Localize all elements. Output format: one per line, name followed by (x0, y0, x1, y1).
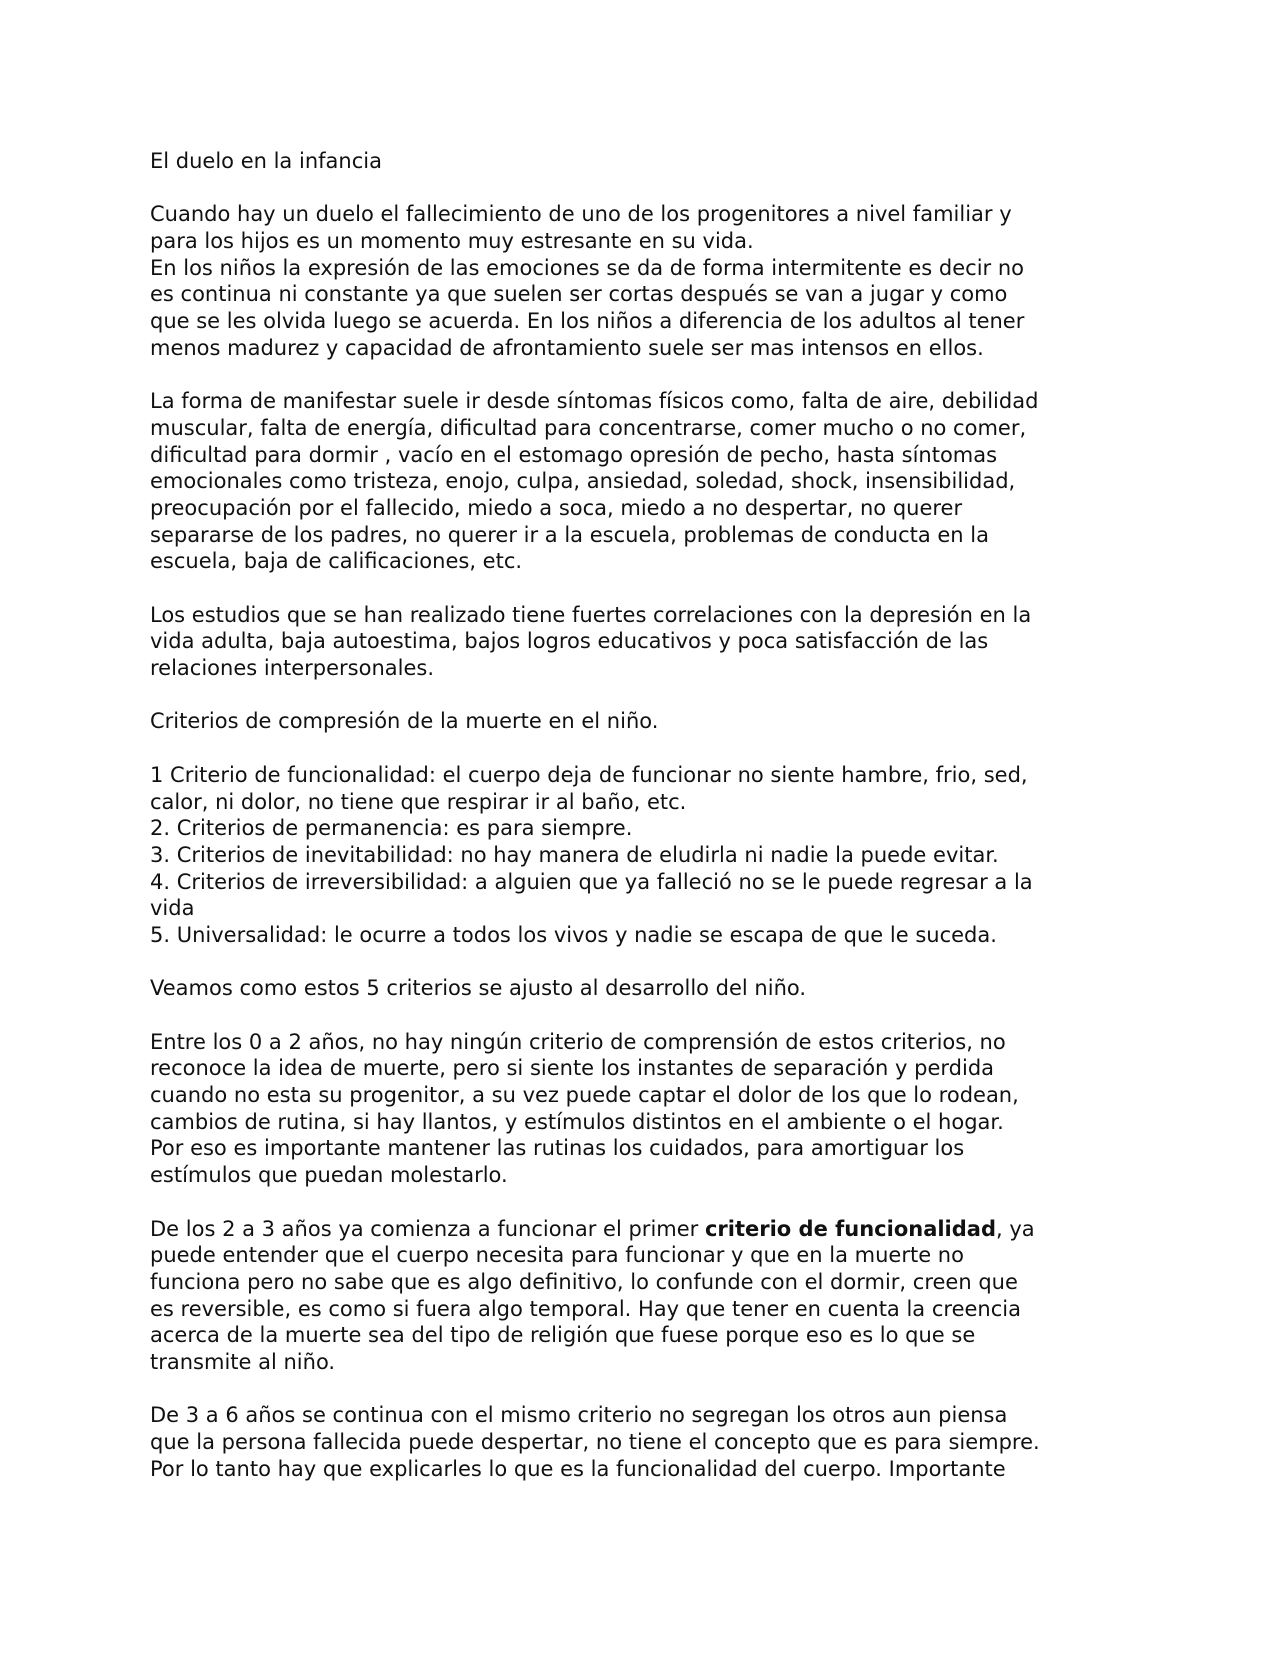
spacer (150, 949, 1140, 976)
text-line: puede entender que el cuerpo necesita para funcionar y que en la muerte no (150, 1243, 964, 1268)
text-line: Por eso es importante mantener las rutinas los cuidados, para amortiguar los (150, 1136, 965, 1161)
text-line: De 3 a 6 años se continua con el mismo criterio no segregan los otros aun piensa (150, 1403, 1008, 1428)
text-line: dificultad para dormir , vacío en el estomago opresión de pecho, hasta síntomas (150, 442, 998, 467)
text-line: acerca de la muerte sea del tipo de religión que fuese porque eso es lo que se (150, 1323, 976, 1348)
text-line: escuela, baja de calificaciones, etc. (150, 549, 523, 574)
text-line: relaciones interpersonales. (150, 656, 435, 681)
paragraph-criteria-intro: Veamos como estos 5 criterios se ajusto al desarrollo del niño. (150, 976, 807, 1001)
text-line: La forma de manifestar suele ir desde síntomas físicos como, falta de aire, debilidad (150, 389, 1039, 414)
list-item: 2. Criterios de permanencia: es para siempre. (150, 816, 633, 841)
spacer (150, 735, 1140, 762)
text-line: Los estudios que se han realizado tiene fuertes correlaciones con la depresión en la (150, 602, 1032, 627)
list-item: 3. Criterios de inevitabilidad: no hay manera de eludirla ni nadie la puede evitar. (150, 842, 999, 867)
text-line: cambios de rutina, si hay llantos, y estímulos distintos en el ambiente o el hogar. (150, 1109, 1004, 1134)
text-line: reconoce la idea de muerte, pero si siente los instantes de separación y perdida (150, 1056, 995, 1081)
paragraph-intro (150, 201, 1140, 361)
spacer (150, 1189, 1140, 1216)
text-line: Entre los 0 a 2 años, no hay ningún criterio de comprensión de estos criterios, no (150, 1029, 1006, 1054)
text-line: preocupación por el fallecido, miedo a soca, miedo a no despertar, no querer (150, 495, 963, 520)
list-item: 5. Universalidad: le ocurre a todos los vivos y nadie se escapa de que le suceda. (150, 922, 997, 947)
text-line: En los niños la expresión de las emociones se da de forma intermitente es decir no (150, 255, 1025, 280)
bold-term: criterio de funcionalidad (704, 1216, 996, 1241)
text-line: vida adulta, baja autoestima, bajos logros educativos y poca satisfacción de las (150, 629, 989, 654)
paragraph-studies (150, 602, 1140, 682)
criteria-list (150, 762, 1140, 949)
text-line: que se les olvida luego se acuerda. En los niños a diferencia de los adultos al tener (150, 309, 1025, 334)
paragraph-symptoms (150, 388, 1140, 575)
text-line: que la persona fallecida puede despertar, no tiene el concepto que es para siempre. (150, 1430, 1040, 1454)
spacer (150, 1376, 1140, 1403)
paragraph-age-0-2 (150, 1029, 1140, 1189)
paragraph-age-2-3 (150, 1216, 1140, 1376)
spacer (150, 575, 1140, 602)
text-line: Cuando hay un duelo el fallecimiento de uno de los progenitores a nivel familiar y (150, 202, 1012, 227)
criteria-heading: Criterios de compresión de la muerte en el niño. (150, 709, 659, 734)
text-line: transmite al niño. (150, 1349, 336, 1374)
list-item: vida (150, 896, 195, 921)
spacer (150, 682, 1140, 709)
text-line: emocionales como tristeza, enojo, culpa, ansiedad, soledad, shock, insensibilidad, (150, 469, 1016, 494)
spacer (150, 175, 1140, 202)
text-line: cuando no esta su progenitor, a su vez puede captar el dolor de los que lo rodean, (150, 1083, 1019, 1108)
document-title: El duelo en la infancia (150, 149, 382, 173)
text-run: De los 2 a 3 años ya comienza a funcionar el primer (150, 1216, 705, 1241)
document-page (150, 148, 1140, 1482)
list-item: calor, ni dolor, no tiene que respirar ir al baño, etc. (150, 789, 687, 814)
list-item: 1 Criterio de funcionalidad: el cuerpo deja de funcionar no siente hambre, frio, sed, (150, 762, 1028, 787)
text-line: menos madurez y capacidad de afrontamiento suele ser mas intensos en ellos. (150, 335, 984, 360)
text-line: estímulos que puedan molestarlo. (150, 1163, 508, 1188)
text-line: es continua ni constante ya que suelen ser cortas después se van a jugar y como (150, 282, 1008, 307)
text-line: para los hijos es un momento muy estresante en su vida. (150, 229, 754, 254)
text-line: funciona pero no sabe que es algo definitivo, lo confunde con el dormir, creen que (150, 1269, 1018, 1294)
spacer (150, 1002, 1140, 1029)
text-line: es reversible, es como si fuera algo temporal. Hay que tener en cuenta la creencia (150, 1296, 1021, 1321)
text-line: separarse de los padres, no querer ir a la escuela, problemas de conducta en la (150, 522, 989, 547)
text-line (150, 1216, 1140, 1243)
text-line: Por lo tanto hay que explicarles lo que es la funcionalidad del cuerpo. Importante (150, 1456, 1006, 1481)
list-item: 4. Criterios de irreversibilidad: a alguien que ya falleció no se le puede regresar a la (150, 869, 1033, 894)
spacer (150, 362, 1140, 389)
paragraph-age-3-6 (150, 1402, 1140, 1482)
text-run: , ya (996, 1216, 1035, 1241)
text-line: muscular, falta de energía, dificultad para concentrarse, comer mucho o no comer, (150, 415, 1027, 440)
